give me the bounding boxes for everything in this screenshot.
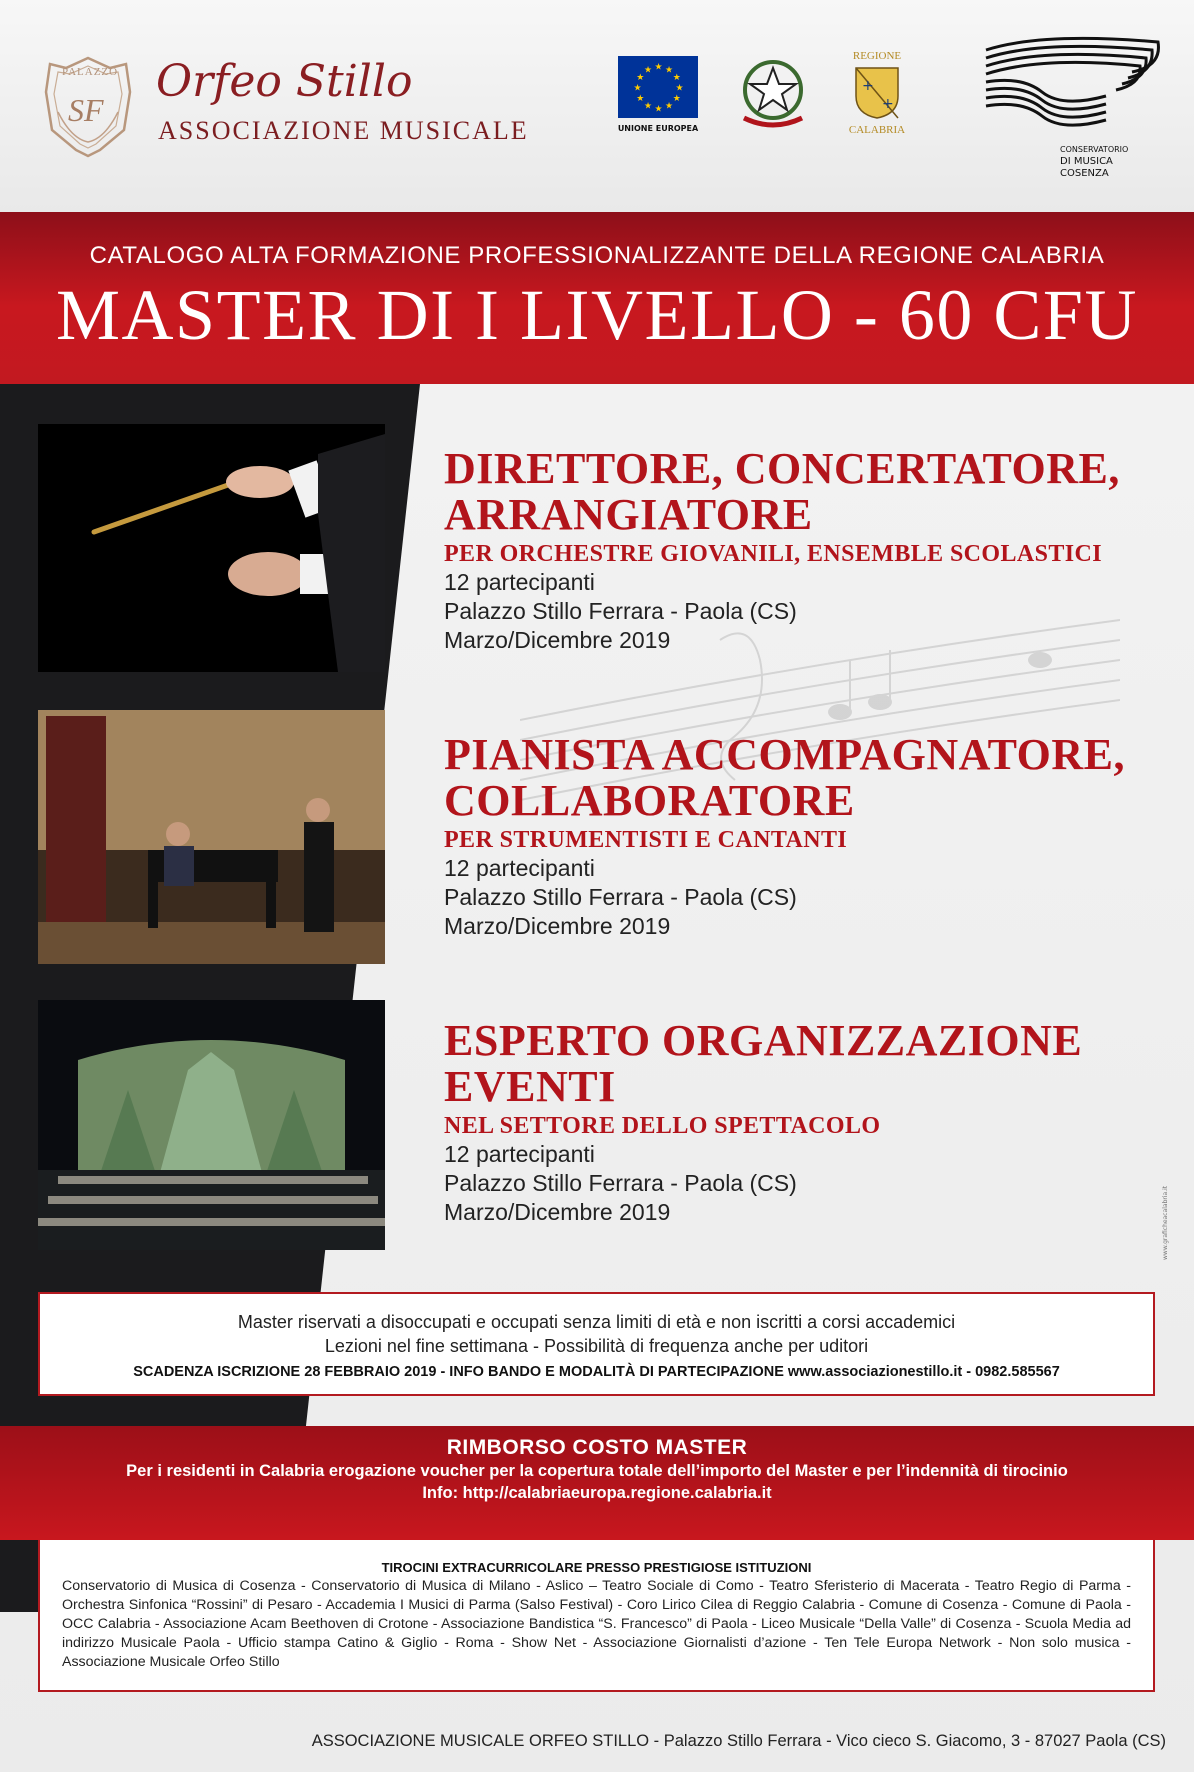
svg-text:+: + [882, 96, 894, 112]
eu-star-icon: ★ [636, 94, 645, 104]
conductor-photo [38, 424, 385, 672]
conductor-hands-image [38, 424, 385, 672]
course-subtitle: PER ORCHESTRE GIOVANILI, ENSEMBLE SCOLASTICI [444, 541, 1102, 567]
eu-star-icon: ★ [644, 65, 653, 76]
crest-initials: SF [68, 92, 104, 128]
eu-star-icon: ★ [633, 83, 642, 94]
rimborso-info-link[interactable]: Info: http://calabriaeuropa.regione.calabria.it [422, 1484, 772, 1502]
eu-star-icon: ★ [675, 83, 684, 94]
svg-text:+: + [862, 78, 874, 94]
eu-star-icon: ★ [654, 62, 663, 73]
course-subtitle: NEL SETTORE DELLO SPETTACOLO [444, 1113, 881, 1139]
conservatorio-mark-icon [982, 36, 1162, 142]
course-period: Marzo/Dicembre 2019 [444, 913, 671, 939]
orfeo-subtitle: ASSOCIAZIONE MUSICALE [158, 116, 529, 145]
notice-box [38, 1292, 1155, 1396]
rimborso-banner [0, 1426, 1194, 1540]
eu-flag-icon [618, 56, 698, 118]
course-participants: 12 partecipanti [444, 1141, 595, 1167]
conservatorio-line3: COSENZA [1060, 168, 1109, 179]
orfeo-title: Orfeo Stillo [156, 56, 413, 107]
course-location: Palazzo Stillo Ferrara - Paola (CS) [444, 1170, 797, 1196]
italian-republic-logo [738, 52, 808, 136]
italian-emblem-icon [738, 52, 808, 136]
eu-label: UNIONE EUROPEA [617, 124, 699, 133]
eu-star-icon: ★ [665, 101, 674, 112]
course-card [444, 732, 1164, 941]
orchestra-concert-image [38, 1000, 385, 1250]
regione-calabria-logo [842, 50, 912, 140]
conservatorio-line2: DI MUSICA [1060, 156, 1113, 167]
rimborso-title: RIMBORSO COSTO MASTER [446, 1436, 748, 1459]
eu-star-icon: ★ [665, 65, 674, 76]
printer-credit [1162, 1180, 1172, 1260]
course-title-line1: DIRETTORE, CONCERTATORE, [444, 444, 1120, 493]
notice-line1: Master riservati a disoccupati e occupati senza limiti di età e non iscritti a corsi accademici [237, 1312, 956, 1332]
conservatorio-label [1060, 144, 1128, 180]
calabria-label-bottom: CALABRIA [848, 124, 906, 136]
tirocini-title: TIROCINI EXTRACURRICOLARE PRESSO PRESTIGIOSE ISTITUZIONI [381, 1560, 812, 1575]
course-title-line1: ESPERTO ORGANIZZAZIONE [444, 1016, 1083, 1065]
eu-star-icon: ★ [654, 104, 663, 115]
crest-text: PALAZZO [62, 66, 119, 78]
course-period: Marzo/Dicembre 2019 [444, 627, 671, 653]
printer-credit-text: www.graficheacalabria.it [1162, 1185, 1169, 1260]
course-participants: 12 partecipanti [444, 569, 595, 595]
course-participants: 12 partecipanti [444, 855, 595, 881]
title-banner [0, 212, 1194, 384]
orfeo-stillo-logo [38, 52, 538, 162]
eu-logo [614, 56, 702, 138]
course-location: Palazzo Stillo Ferrara - Paola (CS) [444, 598, 797, 624]
rimborso-line1: Per i residenti in Calabria erogazione voucher per la copertura totale dell’importo del Master e per l’indennità di tirocinio [126, 1462, 1068, 1480]
course-location: Palazzo Stillo Ferrara - Paola (CS) [444, 884, 797, 910]
course-period: Marzo/Dicembre 2019 [444, 1199, 671, 1225]
eu-star-icon: ★ [644, 101, 653, 112]
notice-line2: Lezioni nel fine settimana - Possibilità di frequenza anche per uditori [324, 1336, 869, 1356]
course-subtitle: PER STRUMENTISTI E CANTANTI [444, 827, 848, 853]
tirocini-box [38, 1540, 1155, 1692]
pianist-photo [38, 710, 385, 964]
conservatorio-line1: CONSERVATORIO [1060, 145, 1129, 154]
header [0, 0, 1194, 212]
course-title-line2: EVENTI [444, 1062, 616, 1111]
course-card [444, 1018, 1164, 1227]
banner-subtitle: CATALOGO ALTA FORMAZIONE PROFESSIONALIZZANTE DELLA REGIONE CALABRIA [89, 242, 1105, 269]
course-title-line1: PIANISTA ACCOMPAGNATORE, [444, 730, 1126, 779]
eu-star-icon: ★ [672, 94, 681, 104]
calabria-shield-icon [854, 66, 900, 120]
calabria-label-top: REGIONE [852, 50, 902, 62]
footer-address: ASSOCIAZIONE MUSICALE ORFEO STILLO - Palazzo Stillo Ferrara - Vico cieco S. Giacomo, 3 - 87027 Paola (CS) [311, 1732, 1166, 1750]
course-title-line2: COLLABORATORE [444, 776, 855, 825]
banner-title: MASTER DI I LIVELLO - 60 CFU [56, 275, 1138, 355]
course-title-line2: ARRANGIATORE [444, 490, 813, 539]
notice-deadline: SCADENZA ISCRIZIONE 28 FEBBRAIO 2019 - INFO BANDO E MODALITÀ DI PARTECIPAZIONE www.associazionestillo.it - 0982.585567 [133, 1364, 1060, 1380]
eu-star-icon: ★ [636, 73, 645, 83]
conservatorio-logo [982, 36, 1162, 186]
orchestra-photo [38, 1000, 385, 1250]
course-card [444, 446, 1164, 655]
eu-star-icon: ★ [672, 73, 681, 83]
pianist-singer-image [38, 710, 385, 964]
tirocini-list: Conservatorio di Musica di Cosenza - Conservatorio di Musica di Milano - Aslico – Teatro Sociale di Como - Teatro Sferisterio di Macerata - Teatro Regio di Parma - Orchestra Sinfonica “Rossini” di Pesaro - Accademia I Musici di Parma (Salso Festival) - Coro Lirico Cilea di Reggio Calabria - Comune di Cosenza - Comune di Paola - OCC Calabria - Associazione Acam Beethoven di Crotone - Associazione Bandistica “S. Francesco” di Paola - Liceo Musicale “Della Valle” di Cosenza - Scuola Media ad indirizzo Musicale Paola - Ufficio stampa Catino & Giglio - Roma - Show Net - Associazione Giornalisti d’azione - Ten Tele Europa Network - Non solo musica - Associazione Musicale Orfeo Stillo [62, 1578, 1131, 1670]
